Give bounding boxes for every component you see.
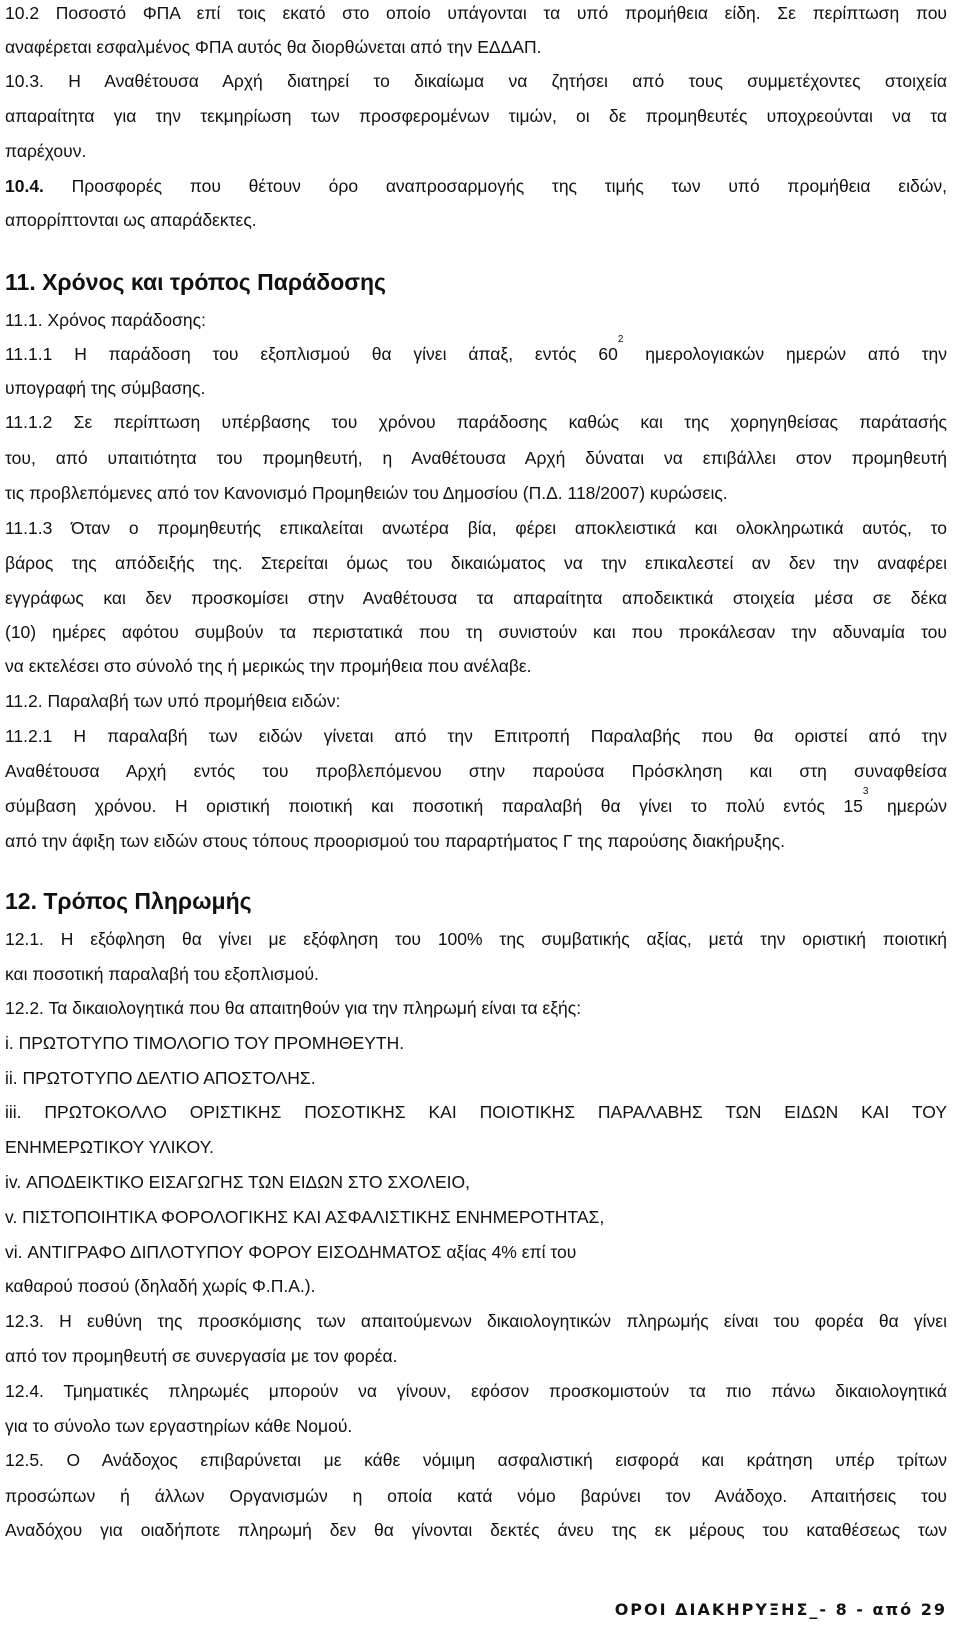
text-line: 11.1.3 Όταν ο προμηθευτής επικαλείται ανωτέρα βία, φέρει αποκλειστικά και ολοκληρωτικά αυτός, το [5,518,947,538]
text-line: ii. ΠΡΩΤΟΤΥΠΟ ΔΕΛΤΙΟ ΑΠΟΣΤΟΛΗΣ. [5,1068,316,1088]
footnote-ref: 2 [617,334,624,345]
text-line: 10.2 Ποσοστό ΦΠΑ επί τοις εκατό στο οποίο υπάγονται τα υπό προμήθεια είδη. Σε περίπτωση που [5,3,947,23]
text-line: 11.2. Παραλαβή των υπό προμήθεια ειδών: [5,691,341,711]
section-heading: 12. Τρόπος Πληρωμής [5,888,252,914]
text-line: 12.5. Ο Ανάδοχος επιβαρύνεται με κάθε νόμιμη ασφαλιστική εισφορά και κράτηση υπέρ τρίτων [5,1450,947,1470]
text-line: 11.1. Χρόνος παράδοσης: [5,310,206,330]
text-line: τις προβλεπόμενες από τον Κανονισμό Προμηθειών του Δημοσίου (Π.Δ. 118/2007) κυρώσεις. [5,483,728,503]
text-line: από την άφιξη των ειδών στους τόπους προορισμού του παραρτήματος Γ της παρούσης διακήρυξης. [5,831,785,851]
text-line: 10.4. Προσφορές που θέτουν όρο αναπροσαρμογής της τιμής των υπό προμήθεια ειδών, [5,176,947,196]
text-line: vi. ΑΝΤΙΓΡΑΦΟ ΔΙΠΛΟΤΥΠΟΥ ΦΟΡΟΥ ΕΙΣΟΔΗΜΑΤΟΣ αξίας 4% επί του [5,1242,577,1262]
text-line: 11.1.1 Η παράδοση του εξοπλισμού θα γίνει άπαξ, εντός $60^2$ ημερολογιακών ημερών από την [5,334,947,364]
footnote-ref: 3 [862,786,869,797]
text-line: 12.4. Τμηματικές πληρωμές μπορούν να γίνουν, εφόσον προσκομιστούν τα πιο πάνω δικαιολογητικά [5,1381,947,1401]
text-line: εγγράφως και δεν προσκομίσει στην Αναθέτουσα τα απαραίτητα αποδεικτικά στοιχεία μέσα σε δέκα [5,588,947,608]
text-line: (10) ημέρες αφότου συμβούν τα περιστατικά που τη συνιστούν και που προκάλεσαν την αδυναμία του [5,622,947,642]
text-line: καθαρού ποσού (δηλαδή χωρίς Φ.Π.Α.). [5,1276,316,1296]
text-line: Αναθέτουσα Αρχή εντός του προβλεπόμενου στην παρούσα Πρόσκληση και στη συναφθείσα [5,761,947,781]
text-line: 11.1.2 Σε περίπτωση υπέρβασης του χρόνου παράδοσης καθώς και της χορηγηθείσας παράτασής [5,412,947,432]
text-line: Αναδόχου για οιαδήποτε πληρωμή δεν θα γίνονται δεκτές άνευ της εκ μέρους του καταθέσεως των [5,1520,947,1540]
text-line: και ποσοτική παραλαβή του εξοπλισμού. [5,964,319,984]
text-line: 12.2. Τα δικαιολογητικά που θα απαιτηθούν για την πληρωμή είναι τα εξής: [5,998,582,1018]
page-footer: ΟΡΟΙ ΔΙΑΚΗΡΥΞΗΣ_- 8 - από 29 [614,1600,947,1619]
clause-number: 10.4. [5,176,44,196]
text-line: να εκτελέσει στο σύνολό της ή μερικώς την προμήθεια που ανέλαβε. [5,656,532,676]
text-line: ΕΝΗΜΕΡΩΤΙΚΟΥ ΥΛΙΚΟΥ. [5,1137,214,1157]
text-line: προσώπων ή άλλων Οργανισμών η οποία κατά νόμο βαρύνει τον Ανάδοχο. Απαιτήσεις του [5,1486,947,1506]
text-line: υπογραφή της σύμβασης. [5,378,206,398]
text-line: 12.3. Η ευθύνη της προσκόμισης των απαιτούμενων δικαιολογητικών πληρωμής είναι του φορέα θα γίνει [5,1311,947,1331]
text-line: 11.2.1 Η παραλαβή των ειδών γίνεται από την Επιτροπή Παραλαβής που θα οριστεί από την [5,726,947,746]
text-line: απαραίτητα για την τεκμηρίωση των προσφερομένων τιμών, οι δε προμηθευτές υποχρεούνται να τα [5,106,947,126]
text-line: iii. ΠΡΩΤΟΚΟΛΛΟ ΟΡΙΣΤΙΚΗΣ ΠΟΣΟΤΙΚΗΣ ΚΑΙ ΠΟΙΟΤΙΚΗΣ ΠΑΡΑΛΑΒΗΣ ΤΩΝ ΕΙΔΩΝ ΚΑΙ ΤΟΥ [5,1102,947,1122]
text-line: του, από υπαιτιότητα του προμηθευτή, η Αναθέτουσα Αρχή δύναται να επιβάλλει στον προμηθευτή [5,448,947,468]
text-line: από τον προμηθευτή σε συνεργασία με τον φορέα. [5,1346,398,1366]
text-line: σύμβαση χρόνου. Η οριστική ποιοτική και ποσοτική παραλαβή θα γίνει το πολύ εντός $15^3$ ημερών [5,786,947,816]
text-line: βάρος της απόδειξής της. Στερείται όμως του δικαιώματος να την επικαλεστεί αν δεν την αναφέρει [5,553,947,573]
text-line: για το σύνολο των εργαστηρίων κάθε Νομού. [5,1416,353,1436]
section-heading: 11. Χρόνος και τρόπος Παράδοσης [5,269,387,295]
text-line: παρέχουν. [5,141,87,161]
text-line: i. ΠΡΩΤΟΤΥΠΟ ΤΙΜΟΛΟΓΙΟ ΤΟΥ ΠΡΟΜΗΘΕΥΤΗ. [5,1033,405,1053]
text-line: απορρίπτονται ως απαράδεκτες. [5,210,257,230]
text-line: iv. ΑΠΟΔΕΙΚΤΙΚΟ ΕΙΣΑΓΩΓΗΣ ΤΩΝ ΕΙΔΩΝ ΣΤΟ ΣΧΟΛΕΙΟ, [5,1172,470,1192]
text-line: 10.3. Η Αναθέτουσα Αρχή διατηρεί το δικαίωμα να ζητήσει από τους συμμετέχοντες στοιχεία [5,71,947,91]
text-line: v. ΠΙΣΤΟΠΟΙΗΤΙΚΑ ΦΟΡΟΛΟΓΙΚΗΣ ΚΑΙ ΑΣΦΑΛΙΣΤΙΚΗΣ ΕΝΗΜΕΡΟΤΗΤΑΣ, [5,1207,605,1227]
text-line: 12.1. Η εξόφληση θα γίνει με εξόφληση του 100% της συμβατικής αξίας, μετά την οριστική ποιοτική [5,929,947,949]
text-line: αναφέρεται εσφαλμένος ΦΠΑ αυτός θα διορθώνεται από την ΕΔΔΑΠ. [5,37,542,57]
